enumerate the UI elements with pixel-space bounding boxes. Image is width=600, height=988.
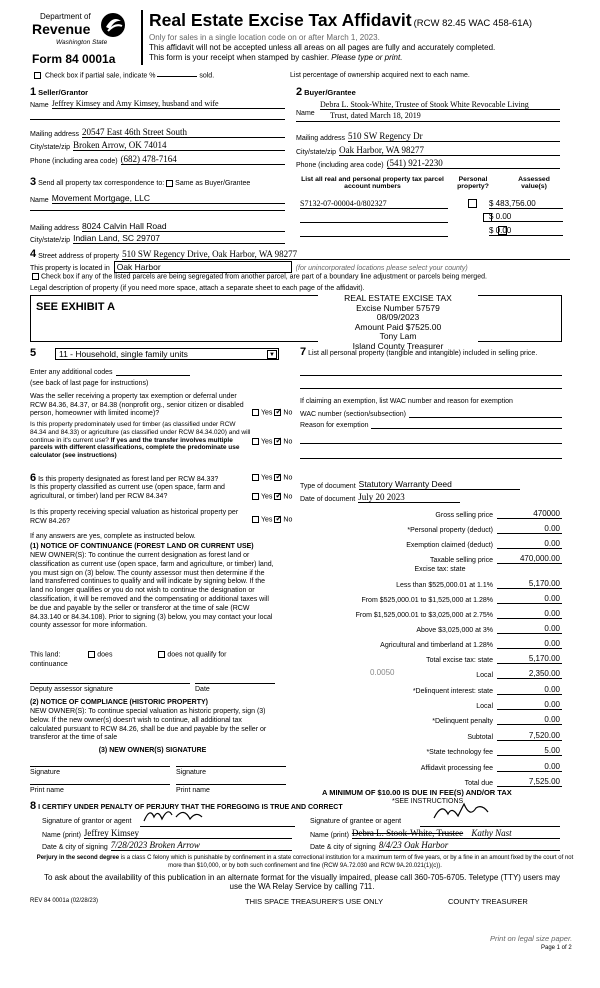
current-use-question: Is this property classified as current use (open space, farm and agricultural, or timber) land per RCW 84.34? [30,484,225,500]
doc-date-label: Date of document [300,496,356,503]
fee-label: Less than $525,000.01 at 1.1% [396,582,493,589]
current-use-yes-no [250,493,292,500]
form-title-row [149,10,532,31]
grantee-signature-label: Signature of grantee or agent [310,818,402,825]
does-not-label: does not qualify for [167,651,227,659]
continuance-label: continuance [30,661,68,668]
grantor-date-label: Date & city of signing [42,844,108,851]
timber-no-checkbox[interactable] [274,438,281,445]
grantee-signature[interactable] [430,800,500,824]
header-line1: Only for sales in a single location code on or after March 1, 2023. [149,33,380,42]
header-line3 [149,53,402,62]
seller-section-number: 1 [30,86,37,98]
partial-sale-checkbox[interactable] [34,72,41,79]
page-number: Page 1 of 2 [541,945,572,951]
alt-format-notice: To ask about the availability of this publication in an alternate format for the visually impaired, please call 360-705-6705. Teletype (TTY) users may use the WA Relay Service by calling 711. [43,873,561,891]
historic-no-checkbox[interactable] [274,516,281,523]
buyer-phone-field[interactable]: (541) 921-2230 [387,158,560,169]
stamp-line6: Island County Treasurer [352,340,444,351]
form-number: Form 84 0001a [32,52,116,66]
grantor-date-row [42,840,292,851]
grantor-signature[interactable] [140,805,260,825]
parcel-col-header: List all real and personal property tax parcel account numbers [301,176,444,190]
notice-compliance-heading: (2) NOTICE OF COMPLIANCE (HISTORIC PROPERTY) [30,699,208,706]
buyer-name-field[interactable]: Debra L. Stook-White, Trustee of Stook White Revocable Living [320,100,560,110]
current-use-yes-checkbox[interactable] [252,493,259,500]
personal-property-checkbox-1[interactable] [468,199,477,208]
fee-label: From $525,000.01 to $1,525,000 at 1.28% [361,597,493,604]
fee-value[interactable]: 0.00 [497,609,562,619]
timber-question-text: Is this property predominately used for timber (as classified under RCW 84.34 and 84.33) or agriculture (as classified under RCW 84.34.020) and will continue in it's current use? [30,421,251,444]
minimum-due-note: A MINIMUM OF $10.00 IS DUE IN FEE(S) AND/OR TAX [322,788,512,797]
see-instructions-note: *SEE INSTRUCTIONS [392,798,464,805]
see-back-note: (see back of last page for instructions) [30,380,149,387]
grantee-name-typed: Debra L. Stook-White, Trustee [351,828,464,838]
deputy-signature-field[interactable] [30,683,190,684]
unincorp-note: (for unincorporated locations please select your county) [295,265,468,272]
fee-value[interactable]: 0.00 [497,639,562,649]
grantee-date-row [310,840,560,851]
legal-description-text: SEE EXHIBIT A [36,301,116,313]
grantor-name-field[interactable]: Jeffrey Kimsey [84,828,292,839]
personal-property-line-2[interactable] [300,388,562,389]
deputy-date-field[interactable] [195,683,275,684]
section7-heading [300,348,562,359]
dept-line3: Washington State [56,39,108,46]
historic-yes-label: Yes [261,516,273,524]
segregated-checkbox[interactable] [32,273,39,280]
parcel-field-1[interactable]: S7132-07-00004-0/802327 [300,199,448,209]
seller-city-field[interactable]: Broken Arrow, OK 74014 [73,140,285,151]
fee-label: Above $3,025,000 at 3% [416,627,493,634]
grantee-signature-line [420,826,560,827]
buyer-heading-label: Buyer/Grantee [304,88,356,97]
dor-logo [28,8,128,54]
fee-row [300,522,562,534]
additional-codes-field[interactable] [116,368,191,376]
chevron-down-icon[interactable]: ▼ [267,350,277,359]
fee-row [300,775,562,787]
buyer-mailing-label: Mailing address [296,135,346,142]
grantee-date-label: Date & city of signing [310,844,376,851]
fee-row [300,683,562,695]
exemption-no-label: No [283,409,293,417]
section7-number: 7 [300,346,307,358]
assessed-value-field-2[interactable]: $ 0.00 [489,212,563,222]
grantee-name-field[interactable] [352,828,560,839]
timber-yes-no [250,438,292,445]
reason-field[interactable] [371,421,562,429]
buyer-city-label: City/state/zip [296,149,337,156]
section8-heading-text: I CERTIFY UNDER PENALTY OF PERJURY THAT THE FOREGOING IS TRUE AND CORRECT [38,804,343,811]
additional-codes-row [30,368,190,376]
correspondence-text: Send all property tax correspondence to: [38,180,165,187]
corr-mailing-label: Mailing address [30,225,80,232]
if-yes-note: If any answers are yes, complete as instructed below. [30,533,196,540]
fee-label: *Delinquent penalty [432,718,493,725]
dept-line1: Department of [40,12,91,21]
same-as-buyer-checkbox[interactable] [166,180,173,187]
seller-heading-label: Seller/Grantor [38,88,89,97]
section6-number: 6 [30,472,37,484]
buyer-city-row [296,145,560,156]
grantor-date-field[interactable]: 7/28/2023 Broken Arrow [111,840,292,851]
legal-description-box[interactable] [30,295,562,342]
corr-city-row [30,233,285,244]
notice-continuance-heading: (1) NOTICE OF CONTINUANCE (FOREST LAND OR CURRENT USE) [30,543,254,550]
forest-no-checkbox[interactable] [274,474,281,481]
property-section-number: 4 [30,248,37,260]
fee-label: Affidavit processing fee [420,765,493,772]
grantee-name-row [310,828,560,839]
seller-name-row [30,99,285,109]
local-rate: 0.0050 [370,668,395,677]
fee-value[interactable]: 7,525.00 [497,777,562,787]
print-name-label-2: Print name [176,787,210,794]
fee-value[interactable]: 470000 [497,509,562,519]
new-owner-signature-2[interactable] [176,766,286,767]
deputy-date-label: Date [195,686,210,693]
segregated-row [30,273,575,280]
fee-row [300,637,562,649]
corr-mailing-field[interactable]: 8024 Calvin Hall Road [82,221,285,232]
exemption-yes-no [250,409,292,416]
signature-label-2: Signature [176,769,206,776]
section7-text: List all personal property (tangible and intangible) included in selling price. [308,350,538,357]
fee-value[interactable]: 0.00 [497,624,562,634]
parcel-field-3[interactable] [300,236,448,237]
grantor-name-row [42,828,292,839]
buyer-phone-row [296,158,560,169]
fee-value[interactable]: 470,000.00 [497,554,562,564]
fee-label: *State technology fee [426,749,493,756]
fee-label: Subtotal [467,734,493,741]
land-use-select[interactable] [55,348,279,360]
form-title: Real Estate Excise Tax Affidavit [149,10,412,30]
seller-mailing-field[interactable]: 20547 East 46th Street South [82,127,285,138]
current-use-yes-label: Yes [261,493,273,501]
buyer-phone-label: Phone (including area code) [296,162,384,169]
fee-label: *Delinquent interest: state [412,688,493,695]
print-name-label-1: Print name [30,787,64,794]
grantor-name-label: Name (print) [42,832,81,839]
corr-city-label: City/state/zip [30,237,71,244]
corr-name-field[interactable]: Movement Mortgage, LLC [52,193,285,204]
deputy-label: Deputy assessor signature [30,686,113,693]
fee-value[interactable]: 5,170.00 [497,579,562,589]
wac-row [300,410,562,418]
grantor-signature-line [140,826,295,827]
does-not-checkbox[interactable] [158,651,165,658]
reason-line-2[interactable] [300,443,562,444]
segregated-label: Check box if any of the listed parcels are being segregated from another parcel, are part of a boundary line adjustment or parcels being merged. [41,273,487,281]
land-use-value: 11 - Household, single family units [59,349,188,359]
stamp-line2: Excise Number 57579 [356,302,440,313]
notice-compliance-body: NEW OWNER(S): To continue special valuation as historic property, sign (3) below. If the new owner(s) doesn't wish to continue, all additional tax calculated pursuant to RCW 84.26, shall be due and payable by the seller or transferor at the time of sale [30,708,267,742]
section8-number: 8 [30,800,37,812]
fee-label: Taxable selling price [429,557,493,564]
grantee-date-field[interactable]: 8/4/23 Oak Harbor [379,840,560,851]
correspondence-heading [30,176,290,188]
reason-line-3[interactable] [300,458,562,459]
assessed-value-col-header: Assessed value(s) [518,176,550,190]
historic-yes-no [250,516,292,523]
legal-label: Legal description of property (if you need more space, attach a separate sheet to each page of the affidavit). [30,285,365,292]
seller-mailing-row [30,127,285,138]
grantee-name-handwritten: Kathy Nast [471,828,512,838]
new-owner-signature-1[interactable] [30,766,170,767]
seller-city-label: City/state/zip [30,144,71,151]
dept-line2: Revenue [32,21,91,37]
stamp-line1: REAL ESTATE EXCISE TAX [344,293,452,303]
partial-sale-percent-field[interactable] [157,76,197,77]
forest-no-label: No [283,474,293,482]
fee-row [300,537,562,549]
grantor-signature-label: Signature of grantor or agent [42,818,132,825]
fee-value[interactable]: 0.00 [497,715,562,725]
seller-mailing-label: Mailing address [30,131,80,138]
fee-row [300,652,562,664]
grantee-name-label: Name (print) [310,832,349,839]
fee-value[interactable]: 2,350.00 [497,669,562,679]
exemption-question: Was the seller receiving a property tax exemption or deferral under RCW 84.36, 84.37, or 84.38 (nonprofit org., senior citizen or disabled person, homeowner with limited income)? [30,393,244,417]
new-owner-print-2[interactable] [176,784,286,785]
forest-question [30,472,252,484]
buyer-name-field-line2[interactable]: Trust, dated March 18, 2019 [330,111,421,120]
fee-row [300,729,562,741]
historic-question: Is this property receiving special valuation as historical property per RCW 84.26? [30,509,239,525]
buyer-heading [296,86,356,98]
fee-label: Local [476,703,493,710]
corr-mailing-row [30,221,285,232]
doc-type-field[interactable]: Statutory Warranty Deed [359,479,520,490]
timber-question [30,421,252,460]
seller-phone-field[interactable]: (682) 478-7164 [121,154,285,165]
seller-name-label: Name [30,102,49,109]
seller-city-row [30,140,285,151]
wac-field[interactable] [409,410,562,418]
excise-tax-state-label: Excise tax: state [414,566,466,573]
signature-label-1: Signature [30,769,60,776]
section5-number: 5 [30,347,37,359]
stamp-line5: Tony Lam [379,331,417,341]
fee-value[interactable]: 0.00 [497,594,562,604]
seller-name-line2[interactable] [30,119,285,120]
fee-value[interactable]: 0.00 [497,524,562,534]
county-treasurer: COUNTY TREASURER [448,897,528,906]
seller-phone-label: Phone (including area code) [30,158,118,165]
fee-value[interactable]: 5.00 [497,746,562,756]
buyer-name-line2 [296,121,560,122]
current-use-no-label: No [283,493,293,501]
timber-yes-checkbox[interactable] [252,438,259,445]
fee-label: From $1,525,000.01 to $3,025,000 at 2.75% [355,612,493,619]
fee-value[interactable]: 0.00 [497,539,562,549]
property-street-field[interactable]: 510 SW Regency Drive, Oak Harbor, WA 98277 [122,249,570,260]
exemption-yes-label: Yes [261,409,273,417]
fee-value[interactable]: 0.00 [497,685,562,695]
doc-date-row [300,492,460,503]
perjury-notice [30,855,580,870]
located-select[interactable]: Oak Harbor [114,261,292,273]
this-land-row [30,651,227,658]
forest-question-text: Is this property designated as forest land per RCW 84.33? [38,476,219,483]
forest-yes-label: Yes [261,474,273,482]
header-line3-italic: Please type or print. [331,53,403,62]
doc-date-field[interactable]: July 20 2023 [358,492,460,503]
fee-row [300,744,562,756]
partial-sale-sold: sold. [199,72,215,80]
buyer-section-number: 2 [296,86,303,98]
partial-sale-row [32,72,214,79]
corr-city-field[interactable]: Indian Land, SC 29707 [73,233,285,244]
additional-codes-label: Enter any additional codes [30,369,113,376]
located-label: This property is located in [30,265,110,272]
fee-row [300,552,562,564]
fee-label: Exemption claimed (deduct) [406,542,493,549]
timber-question-bold: If yes and the transfer involves multiple parcels with different classifications, complete the predominate use calculator (see instructions) [30,436,240,460]
assessed-value-field-3[interactable]: $ 0.00 [489,226,563,236]
stamp-line3: 08/09/2023 [376,312,420,322]
perjury-rest: is a class C felony which is punishable by confinement in a state correctional institution for a maximum term of five years, or by a fine in an amount fixed by the court of not more than $10,000, or by both such confinement and fine (RCW 9A.72.030 and RCW 9A.20.021(1)(c)). [119,855,574,869]
form-rcw: (RCW 82.45 WAC 458-61A) [413,18,533,29]
fee-value[interactable]: 7,520.00 [497,731,562,741]
treasurer-stamp [318,294,478,351]
seller-phone-row [30,154,285,165]
fee-row [300,698,562,710]
fee-row [300,760,562,772]
fee-label: Agricultural and timberland at 1.28% [380,642,493,649]
buyer-city-field[interactable]: Oak Harbor, WA 98277 [339,145,560,156]
treasurer-only: THIS SPACE TREASURER'S USE ONLY [245,897,384,906]
reason-label: Reason for exemption [300,422,369,429]
legal-paper-note: Print on legal size paper. [490,934,573,943]
header-divider [141,10,143,65]
buyer-mailing-field[interactable]: 510 SW Regency Dr [348,131,560,142]
timber-yes-label: Yes [261,438,273,446]
dor-swoosh-icon [100,11,126,39]
seller-name-field[interactable]: Jeffrey Kimsey and Amy Kimsey, husband and wife [52,99,285,109]
historic-yes-checkbox[interactable] [252,516,259,523]
corr-name-row [30,193,285,204]
fee-label: *Personal property (deduct) [407,527,493,534]
fee-label: Total excise tax: state [426,657,493,664]
property-street-label: Street address of property [38,253,120,260]
ownership-note: List percentage of ownership acquired next to each name. [290,72,470,79]
header-line2: This affidavit will not be accepted unless all areas on all pages are fully and accurately completed. [149,43,496,52]
doc-type-label: Type of document [300,483,356,490]
fee-value[interactable]: 0.00 [497,700,562,710]
assessed-value-field-1[interactable]: $ 483,756.00 [489,199,563,209]
correspondence-section-number: 3 [30,176,37,188]
fee-row [300,667,562,679]
doc-type-row [300,479,520,490]
buyer-mailing-row [296,131,560,142]
fee-row [300,577,562,589]
personal-property-line-1[interactable] [300,375,562,376]
fee-value[interactable]: 5,170.00 [497,654,562,664]
fee-label: Total due [464,780,493,787]
header-line3-plain: This form is your receipt when stamped by cashier. [149,53,332,62]
perjury-bold: Perjury in the second degree [36,855,120,861]
does-checkbox[interactable] [88,651,95,658]
fee-label: Gross selling price [435,512,493,519]
historic-no-label: No [283,516,293,524]
does-label: does [97,651,113,659]
fee-value[interactable]: 0.00 [497,762,562,772]
partial-sale-label: Check box if partial sale, indicate % [44,72,156,80]
exemption-yes-checkbox[interactable] [252,409,259,416]
personal-property-col-header: Personal property? [457,176,489,190]
stamp-line4: Amount Paid $7525.00 [354,321,442,332]
seller-heading [30,86,88,98]
fee-row [300,622,562,634]
exemption-no-checkbox[interactable] [274,409,281,416]
fee-row [300,713,562,725]
rev-number: REV 84 0001a (02/28/23) [30,898,99,904]
forest-yes-checkbox[interactable] [252,474,259,481]
current-use-no-checkbox[interactable] [274,493,281,500]
property-street-row [30,248,570,260]
fee-row [300,607,562,619]
new-owner-print-1[interactable] [30,784,170,785]
parcel-field-2[interactable] [300,222,448,223]
same-as-buyer-label: Same as Buyer/Grantee [175,180,251,187]
property-located-row [30,261,468,273]
forest-yes-no [250,474,292,481]
fee-label: Local [476,672,493,679]
exemption-claim-label: If claiming an exemption, list WAC number and reason for exemption [300,398,513,405]
corr-name-line2[interactable] [30,210,285,211]
buyer-name-label: Name [296,110,315,117]
fee-row [300,507,562,519]
fee-row [300,592,562,604]
new-owner-signature-heading: (3) NEW OWNER(S) SIGNATURE [98,747,207,754]
timber-no-label: No [283,438,293,446]
reason-row [300,421,562,429]
this-land-label: This land: [30,651,61,659]
wac-label: WAC number (section/subsection) [300,411,406,418]
notice-continuance-body: NEW OWNER(S): To continue the current designation as forest land or classification as current use (open space, farm and agriculture, or timber) land, you must sign on (3) below. The county assessor must then determine if the land transferred continues to qualify and will indicate by signing below. If the land no longer qualifies or you do not wish to continue the designation or classification, it will be removed and the compensating or additional taxes will be due and payable by the seller or transferor at the time of sale (RCW 84.33.140 or 84.34.108). Prior to signing (3) below, you may contact your local county assessor for more information. [30,552,274,630]
corr-name-label: Name [30,197,49,204]
